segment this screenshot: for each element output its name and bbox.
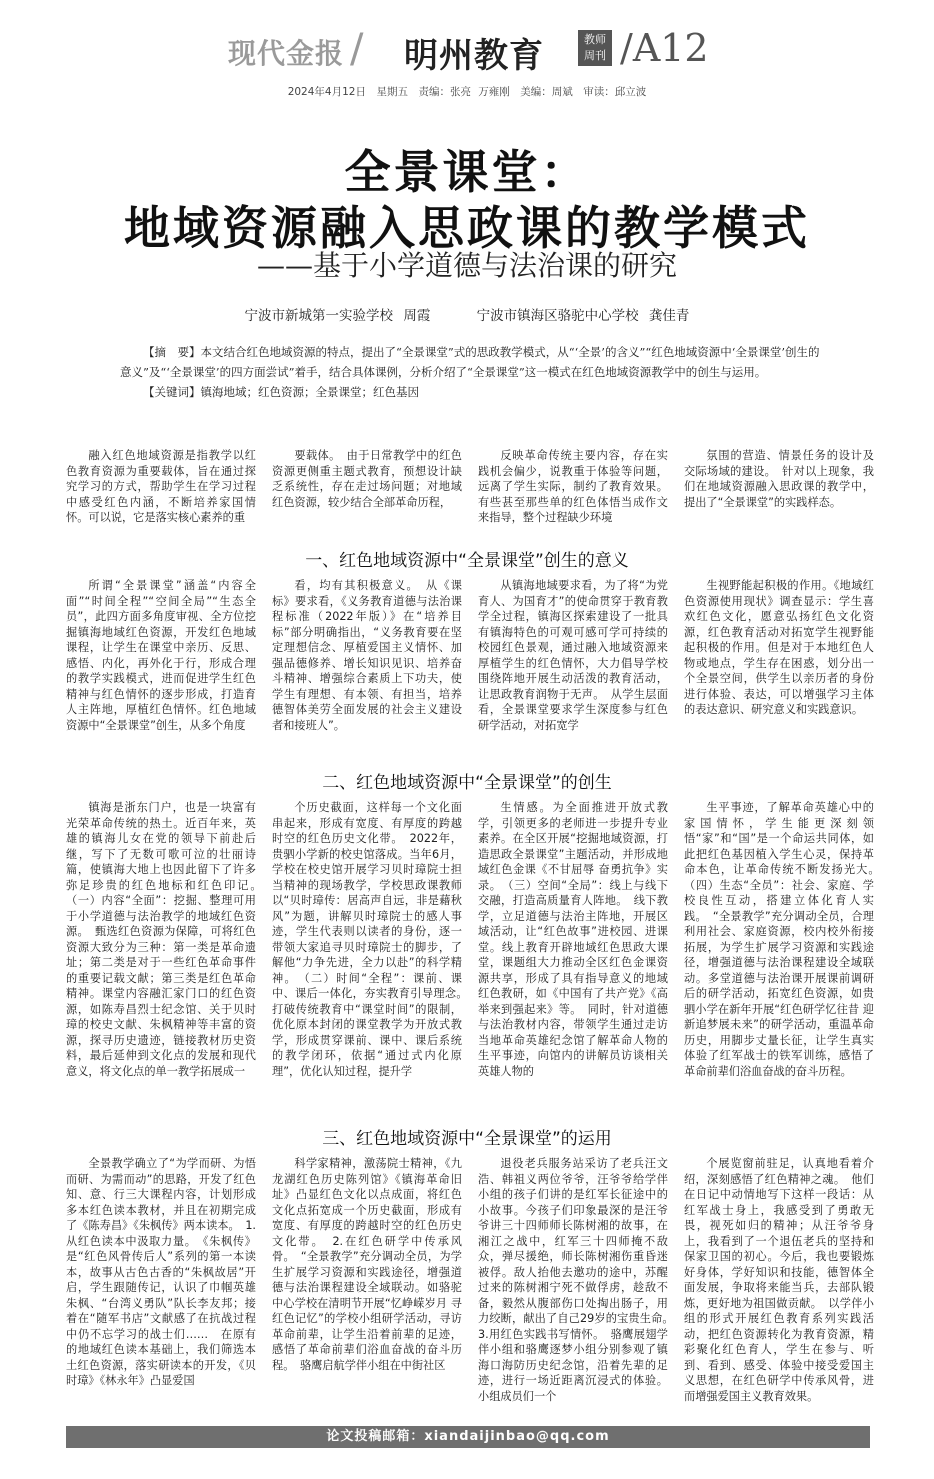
part1-column-4	[684, 578, 874, 750]
keywords-text: 【关键词】镇海地域；红色资源；全景课堂；红色基因	[143, 385, 419, 399]
masthead-divider: /	[350, 26, 364, 72]
masthead-weekly-tag	[578, 30, 612, 66]
intro-column-4	[684, 448, 874, 528]
part3-column-2	[272, 1156, 462, 1418]
paragraph: 退役老兵服务站采访了老兵汪文浩、韩祖义两位爷爷，汪爷爷给学伴小组的孩子们讲的是红军长征途中的小故事。今孩子们印象最深的是汪爷爷讲三十四师师长陈树湘的故事，在湘江之战中，红军三十四师掩不敌众，弹尽援绝，师长陈树湘伤重昏迷被俘。敌人抬他去邀功的途中，苏醒过来的陈树湘宁死不做俘虏，趁敌不备，毅然从腹部伤口处掏出肠子，用力绞断，献出了自己29岁的宝贵生命。 3.用红色实践书写情怀。 骆鹰展翅学伴小组和骆鹰逐梦小组分别参观了镇海口海防历史纪念馆，沿着先辈的足迹，进行一场近距离沉浸式的体验。小组成员们一个	[478, 1157, 680, 1403]
part3-column-4	[684, 1156, 874, 1418]
paragraph: 反映革命传统主要内容，存在实践机会偏少，说教重于体验等问题，远离了学生实际，制约了教育效果。有些甚至那些单的红色体悟当成作文来指导，整个过程缺少环境	[478, 449, 668, 524]
paragraph: 从镇海地域要求看，为了将“为党育人、为国育才”的使命贯穿于教育教学全过程，镇海区探索建设了一批具有镇海特色的可观可感可学可持续的校园红色景观，通过融入地域资源来厚植学生的红色情怀，大力倡导学校围绕阵地开展生动活泼的教育活动，让思政教育润物于无声。 从学生层面看，全景课堂要求学生深度参与红色研学活动，对拓宽学	[478, 579, 668, 732]
paragraph: 科学家精神，激荡院士精神，《九龙湖红色历史陈列馆》《镇海革命旧址》凸显红色文化以点成面，将红色文化点拓宽成一个历史截面，形成有宽度、有厚度的跨越时空的红色历史文化带。 2.在红色研学中传承风骨。 “全景教学”充分调动全员，为学生扩展学习资源和实践途径，增强道德与法治课程建设全域联动。如骆驼中心学校在清明节开展“忆峥嵘岁月 寻红色记忆”的学校小组研学活动，寻访革命前辈，让学生沿着前辈的足迹，感悟了革命前辈们浴血奋战的奋斗历程。 骆鹰启航学伴小组在中街社区	[272, 1157, 462, 1372]
tag-line-1: 教师	[584, 33, 606, 46]
intro-column-2	[272, 448, 462, 528]
section-heading-2: 二、红色地域资源中“全景课堂”的创生	[322, 773, 612, 793]
author-1: 宁波市新城第一实验学校 周霞	[244, 308, 431, 324]
part2-column-3	[478, 800, 668, 1104]
paragraph: 要载体。 由于日常教学中的红色资源更侧重主题式教育，预想设计缺乏系统性，存在走过场问题；对地域红色资源，较少结合全部革命历程，	[272, 449, 462, 509]
abstract-text: 【摘 要】本文结合红色地域资源的特点，提出了“全景课堂”式的思政教学模式，从“‘全景’的含义”“红色地域资源中‘全景课堂’创生的意义”及“‘全景课堂’的四方面尝试”着手，结合具体课例，分析介绍了“全景课堂”这一模式在红色地域资源教学中的创生与运用。	[120, 345, 820, 379]
part3-column-3	[478, 1156, 680, 1418]
paragraph: 镇海是浙东门户，也是一块富有光荣革命传统的热土。近百年来，英雄的镇海儿女在党的领导下前赴后继，写下了无数可歌可泣的壮丽诗篇，使镇海大地上也因此留下了许多弥足珍贵的红色地标和红色印记。 （一）内容“全面”：挖掘、整理可用于小学道德与法治教学的地域红色资源。 甄选红色资源为保障，可将红色资源大致分为三种：第一类是革命遗址；第二类是对于一些红色革命事件的重要记载文献；第三类是红色革命精神。课堂内容融汇家门口的红色资源，如陈寿昌烈士纪念馆、关于贝时璋的校史文献、朱枫精神等丰富的资源，探寻历史遗迹，链接教材历史资料，最后延伸到文化点的发展和现代意义，将文化点的单一教学拓展成一	[66, 801, 268, 1078]
masthead-paper-name: 现代金报	[228, 37, 345, 70]
submission-email-banner: 论文投稿邮箱：xiandaijinbao@qq.com	[66, 1426, 870, 1448]
author-2: 宁波市镇海区骆驼中心学校 龚佳青	[476, 308, 690, 324]
tag-line-2: 周刊	[584, 49, 606, 62]
dateline: 2024年4月12日 星期五 责编：张亮 万雍刚 美编：周斌 审读：邱立波	[287, 86, 647, 98]
paragraph: 生情感。为全面推进开放式教学，引领更多的老师进一步提升专业素养。在全区开展“挖掘地域资源，打造思政全景课堂”主题活动，并形成地域红色金课《不甘屈辱 奋勇抗争》实录。 （三）空间“全局”：线上与线下交融，打造高质量育人阵地。 线下教学，立足道德与法治主阵地，开展区域活动，让“红色故事”进校园、进课堂。线上教育开辟地域红色思政大课堂，课题组大力推动全区红色金课资源共享，形成了具有指导意义的地域红色教研，如《中国有了共产党》《高举来到强起来》等。 同时，针对道德与法治教材内容，带领学生通过走访当地革命英雄纪念馆了解革命人物的生平事迹，向馆内的讲解员访谈相关英雄人物的	[478, 801, 668, 1078]
paragraph: 氛围的营造、情景任务的设计及交际场域的建设。 针对以上现象，我们在地域资源融入思政课的教学中，提出了“全景课堂”的实践样态。	[684, 449, 874, 509]
part2-column-1	[66, 800, 268, 1104]
article-authors	[0, 304, 934, 324]
part2-column-2	[272, 800, 474, 1104]
part1-column-2	[272, 578, 462, 750]
part1-column-3	[478, 578, 668, 750]
paragraph: 个历史截面，这样每一个文化面串起来，形成有宽度、有厚度的跨越时空的红色历史文化带。 2022年，贵驷小学新的校史馆落成。当年6月，学校在校史馆开展学习贝时璋院士担当精神的现场教学，学校思政课教师以“贝时璋传：居高声自远，非是藉秋风”为题，讲解贝时璋院士的感人事迹，学生代表则以读者的身份，逐一带领大家追寻贝时璋院士的脚步，了解他“力争先进，全力以赴”的科学精神。 （二）时间“全程”：课前、课中、课后一体化，夯实教育引导理念。 打破传统教育中“课堂时间”的限制，优化原本封闭的课堂教学为开放式教学，形成贯穿课前、课中、课后系统的教学闭环，依据“通过式内化原理”，优化认知过程，提升学	[272, 801, 474, 1078]
masthead-supplement-name: 明州教育	[404, 36, 544, 76]
paragraph: 所谓“全景课堂”涵盖“内容全面”“时间全程”“空间全局”“生态全员”，此四方面多角度审视、全方位挖掘镇海地域红色资源，开发红色地域课程，让学生在课堂中亲历、反思、感悟、内化，再外化于行，形成合理的教学实践模式，进而促进学生红色精神与红色情怀的逐步形成，打造育人主阵地，厚植红色情怀。红色地域资源中“全景课堂”创生，从多个角度	[66, 579, 256, 732]
intro-column-3	[478, 448, 668, 528]
intro-column-1	[66, 448, 256, 528]
section-heading-1: 一、红色地域资源中“全景课堂”创生的意义	[305, 551, 629, 571]
paragraph: 看，均有其积极意义。 从《课标》要求看，《义务教育道德与法治课程标准（2022年版）》在“培养目标”部分明确指出，“义务教育要在坚定理想信念、厚植爱国主义情怀、加强品德修养、增长知识见识、培养奋斗精神、增强综合素质上下功夫，使学生有理想、有本领、有担当，培养德智体美劳全面发展的社会主义建设者和接班人”。	[272, 579, 462, 732]
article-abstract	[120, 342, 820, 402]
paragraph: 融入红色地域资源是指教学以红色教育资源为重要载体，旨在通过探究学习的方式，帮助学生在学习过程中感受红色内涵，不断培养家国情怀。可以说，它是落实核心素养的重	[66, 449, 256, 524]
page-number-value: A12	[632, 26, 709, 70]
paragraph: 生视野能起积极的作用。《地域红色资源使用现状》调查显示：学生喜欢红色文化，愿意弘扬红色文化资源，红色教育活动对拓宽学生视野能起积极的作用。但是对于本地红色人物或地点，学生存在困惑，划分出一个全景空间，供学生以亲历者的身份进行体验、表达，可以增强学习主体的表达意识、研究意义和实践意识。	[684, 579, 874, 716]
page-number: /A12	[620, 26, 709, 70]
section-heading-3: 三、红色地域资源中“全景课堂”的运用	[322, 1129, 612, 1149]
paragraph: 个展览窗前驻足，认真地看着介绍，深刻感悟了红色精神之魂。 他们在日记中动情地写下这样一段话：从红军战士身上，我感受到了勇敢无畏，视死如归的精神；从汪爷爷身上，我看到了一个退伍老兵的坚持和保家卫国的初心。今后，我也要锻炼好身体，学好知识和技能，德智体全面发展，争取将来能当兵，去部队锻炼，更好地为祖国做贡献。 以学伴小组的形式开展红色教育系列实践活动，把红色资源转化为教育资源，精彩聚化红色育人，学生在参与、听到、看到、感受、体验中接受爱国主义思想，在红色研学中传承风骨，进而增强爱国主义教育效果。	[684, 1157, 874, 1403]
part2-column-4	[684, 800, 886, 1104]
paragraph: 生平事迹，了解革命英雄心中的家国情怀，学生能更深刻领悟“家”和“国”是一个命运共同体，如此把红色基因植入学生心灵，保持革命本色，让革命传统不断发扬光大。 （四）生态“全员”：社会、家庭、学校良性互动，搭建立体化育人实践。 “全景教学”充分调动全员，合理利用社会、家庭资源，校内校外衔接拓展，为学生扩展学习资源和实践途径，增强道德与法治课程建设全域联动。多堂道德与法治课开展课前调研后的研学活动，拓宽红色资源，如贵驷小学在新年开展“红色研学忆往昔 迎新追梦展未来”的研学活动，重温革命历史，用脚步丈量长征，让学生真实体验了红军战士的铁军训练，感悟了革命前辈们浴血奋战的奋斗历程。	[684, 801, 886, 1078]
article-title-line-2: 地域资源融入思政课的教学模式	[124, 201, 810, 255]
article-subtitle: ——基于小学道德与法治课的研究	[256, 249, 677, 282]
article-title-line-1: 全景课堂：	[344, 145, 590, 199]
part1-column-1	[66, 578, 256, 750]
paragraph: 全景教学确立了“为学而研、为悟而研、为需而动”的思路，开发了红色知、意、行三大课程内容，计划形成多本红色读本教材，并且在初期完成了《陈寿昌》《朱枫传》两本读本。 1.从红色读本中汲取力量。 《朱枫传》是“红色风骨传后人”系列的第一本读本，故事从古色古香的“朱枫故居”开启，学生跟随传记，认识了巾帼英雄朱枫、“台湾义勇队”队长李友邦；接着在“随军书店”文献感了在抗战过程中仍不忘学习的战士们…… 在原有的地域红色读本基础上，我们筛选本土红色资源，落实研读本的开发，《贝时璋》《林永年》凸显爱国	[66, 1157, 256, 1387]
part3-column-1	[66, 1156, 256, 1418]
